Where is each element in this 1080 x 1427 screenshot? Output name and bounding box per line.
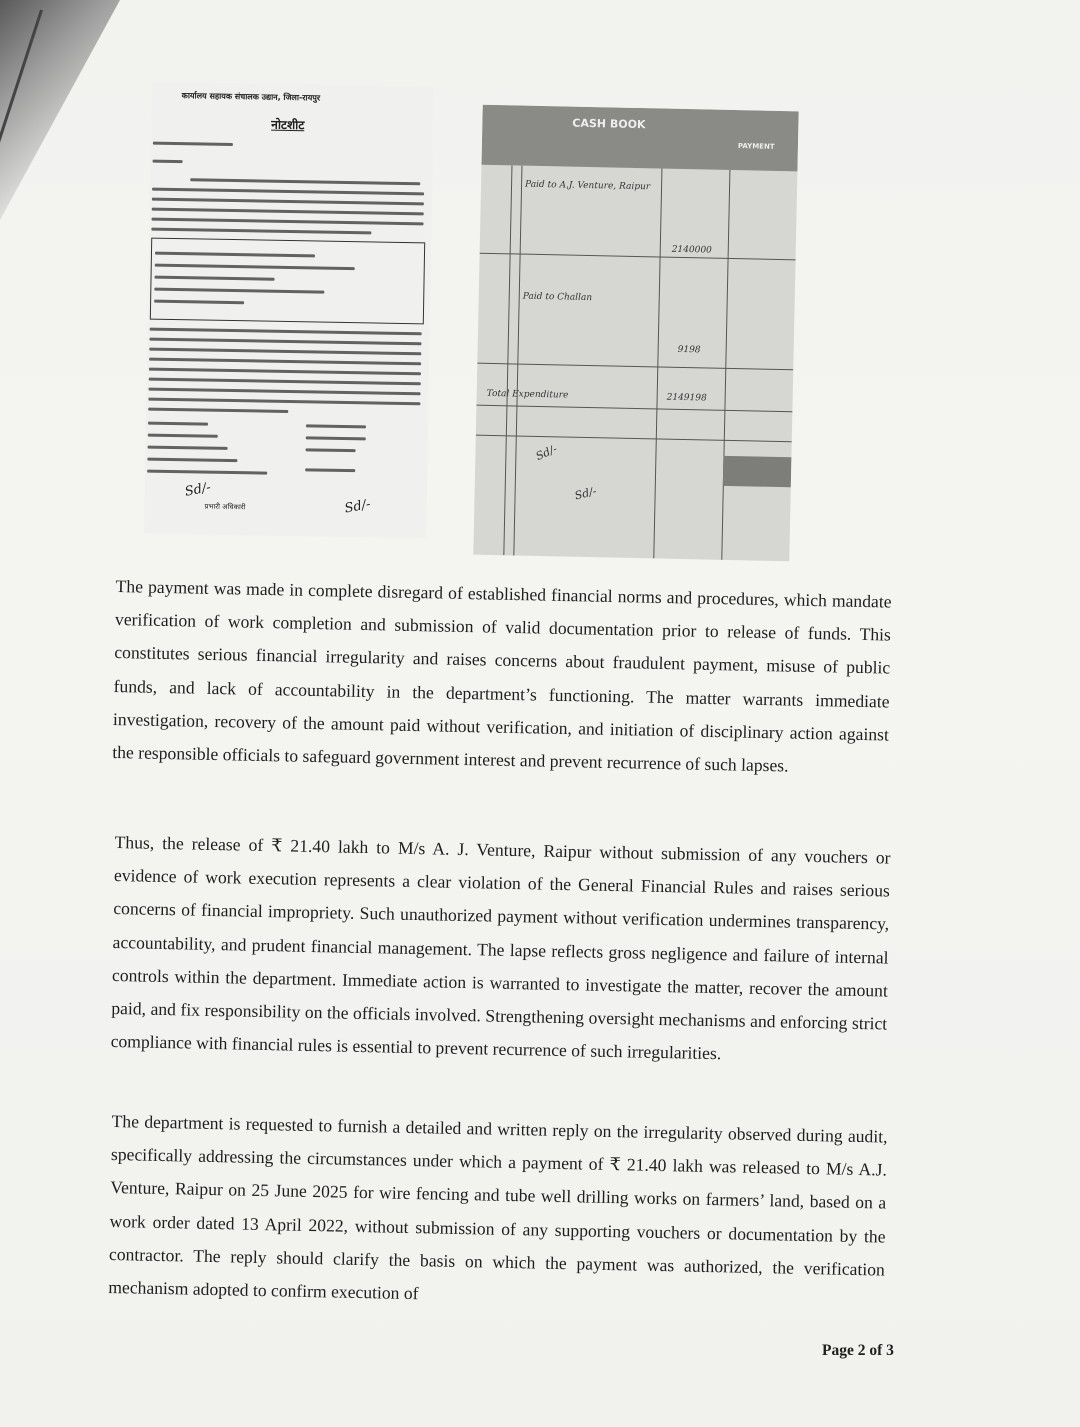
text-line (149, 358, 421, 366)
column-rule (721, 170, 730, 560)
paragraph-department-reply: The department is requested to furnish a detailed and written reply on the irregularity observed during audit, specifically addressing the circumstances under which a payment of ₹ 21.40 lakh was released to M/s A.J. Venture, Raipur on 25 June 2025 for wire fencing and tube well drilling works on farmers’ land, based on a work order dated 13 April 2022, without submission of any supporting vouchers or documentation by the contractor. The reply should clarify the basis on which the payment was authorized, the verification mechanism adopted to confirm execution of (108, 1110, 888, 1304)
text-line (149, 368, 421, 376)
cashbook-entry-amount: 9198 (677, 344, 701, 356)
page-number: Page 2 of 3 (822, 1342, 894, 1359)
scanned-cashbook-image (473, 105, 798, 562)
handwritten-signature: Sd/- (183, 480, 213, 500)
notesheet-heading: कार्यालय सहायक संचालक उद्यान, जिला-रायपुर (181, 91, 321, 103)
text-line (152, 218, 424, 226)
text-line (147, 458, 237, 463)
text-line (151, 228, 371, 235)
handwritten-signature: Sd/- (573, 484, 598, 503)
text-line (153, 142, 233, 146)
cashbook-entry-amount: 2149198 (666, 392, 707, 404)
cashbook-entry-text: Paid to A.J. Venture, Raipur (524, 179, 651, 193)
signature-label: प्रभारी अधिकारी (204, 502, 246, 512)
cashbook-entry-text: Total Expenditure (486, 388, 569, 401)
text-line (152, 188, 424, 196)
notesheet-table (150, 238, 425, 325)
stamp-mark (723, 456, 792, 487)
text-line (152, 208, 424, 216)
text-line (148, 434, 218, 438)
text-line (148, 408, 288, 413)
column-rule (513, 166, 522, 556)
text-line (306, 424, 366, 428)
text-line (305, 468, 355, 472)
text-line (306, 436, 366, 440)
handwritten-signature: Sd/- (533, 442, 560, 464)
row-rule (476, 435, 792, 443)
cashbook-entry-amount: 2140000 (671, 244, 712, 256)
column-rule (503, 165, 512, 555)
cashbook-title: CASH BOOK (572, 116, 646, 132)
text-line (190, 178, 420, 185)
text-line (306, 448, 356, 452)
text-line (149, 388, 421, 396)
text-line (148, 446, 228, 450)
paragraph-release-violation: Thus, the release of ₹ 21.40 lakh to M/s A. J. Venture, Raipur without submission of any vouchers or evidence of work execution represents a clear violation of the General Financial Rules and raises serious concerns of financial impropriety. Such unauthorized payment without verification undermines transparency, accountability, and prudent financial management. The lapse reflects gross negligence and failure of internal controls within the department. Immediate action is warranted to investigate the matter, recover the amount paid, and fix responsibility on the officials involved. Strengthening oversight mechanisms and enforcing strict compliance with financial rules is essential to prevent recurrence of such irregularities. (110, 831, 891, 1064)
text-line (153, 160, 183, 164)
text-line (147, 470, 267, 475)
column-rule (653, 168, 662, 558)
scanned-notesheet-image (144, 82, 434, 539)
text-line (152, 198, 424, 206)
notesheet-title: नोटशीट (271, 117, 305, 133)
text-line (150, 328, 422, 336)
row-rule (476, 405, 792, 413)
text-line (149, 348, 421, 356)
cashbook-entry-text: Paid to Challan (522, 291, 593, 304)
row-rule (480, 253, 796, 261)
text-line (148, 398, 420, 406)
paragraph-payment-disregard: The payment was made in complete disregard of established financial norms and procedures, which mandate verification of work completion and submission of valid documentation prior to release of funds. This constitutes serious financial irregularity and raises concerns about fraudulent payment, misuse of public funds, and lack of accountability in the department’s functioning. The matter warrants immediate investigation, recovery of the amount paid without verification, and initiation of disciplinary action against the responsible officials to safeguard government interest and prevent recurrence of such lapses. (112, 575, 892, 776)
cashbook-header-bar (481, 105, 798, 172)
text-line (148, 422, 208, 426)
text-line (149, 378, 421, 386)
row-rule (477, 363, 793, 371)
handwritten-signature: Sd/- (343, 496, 372, 517)
cashbook-payment-column: PAYMENT (737, 142, 775, 151)
text-line (149, 338, 421, 346)
scan-corner-shadow (0, 0, 120, 220)
